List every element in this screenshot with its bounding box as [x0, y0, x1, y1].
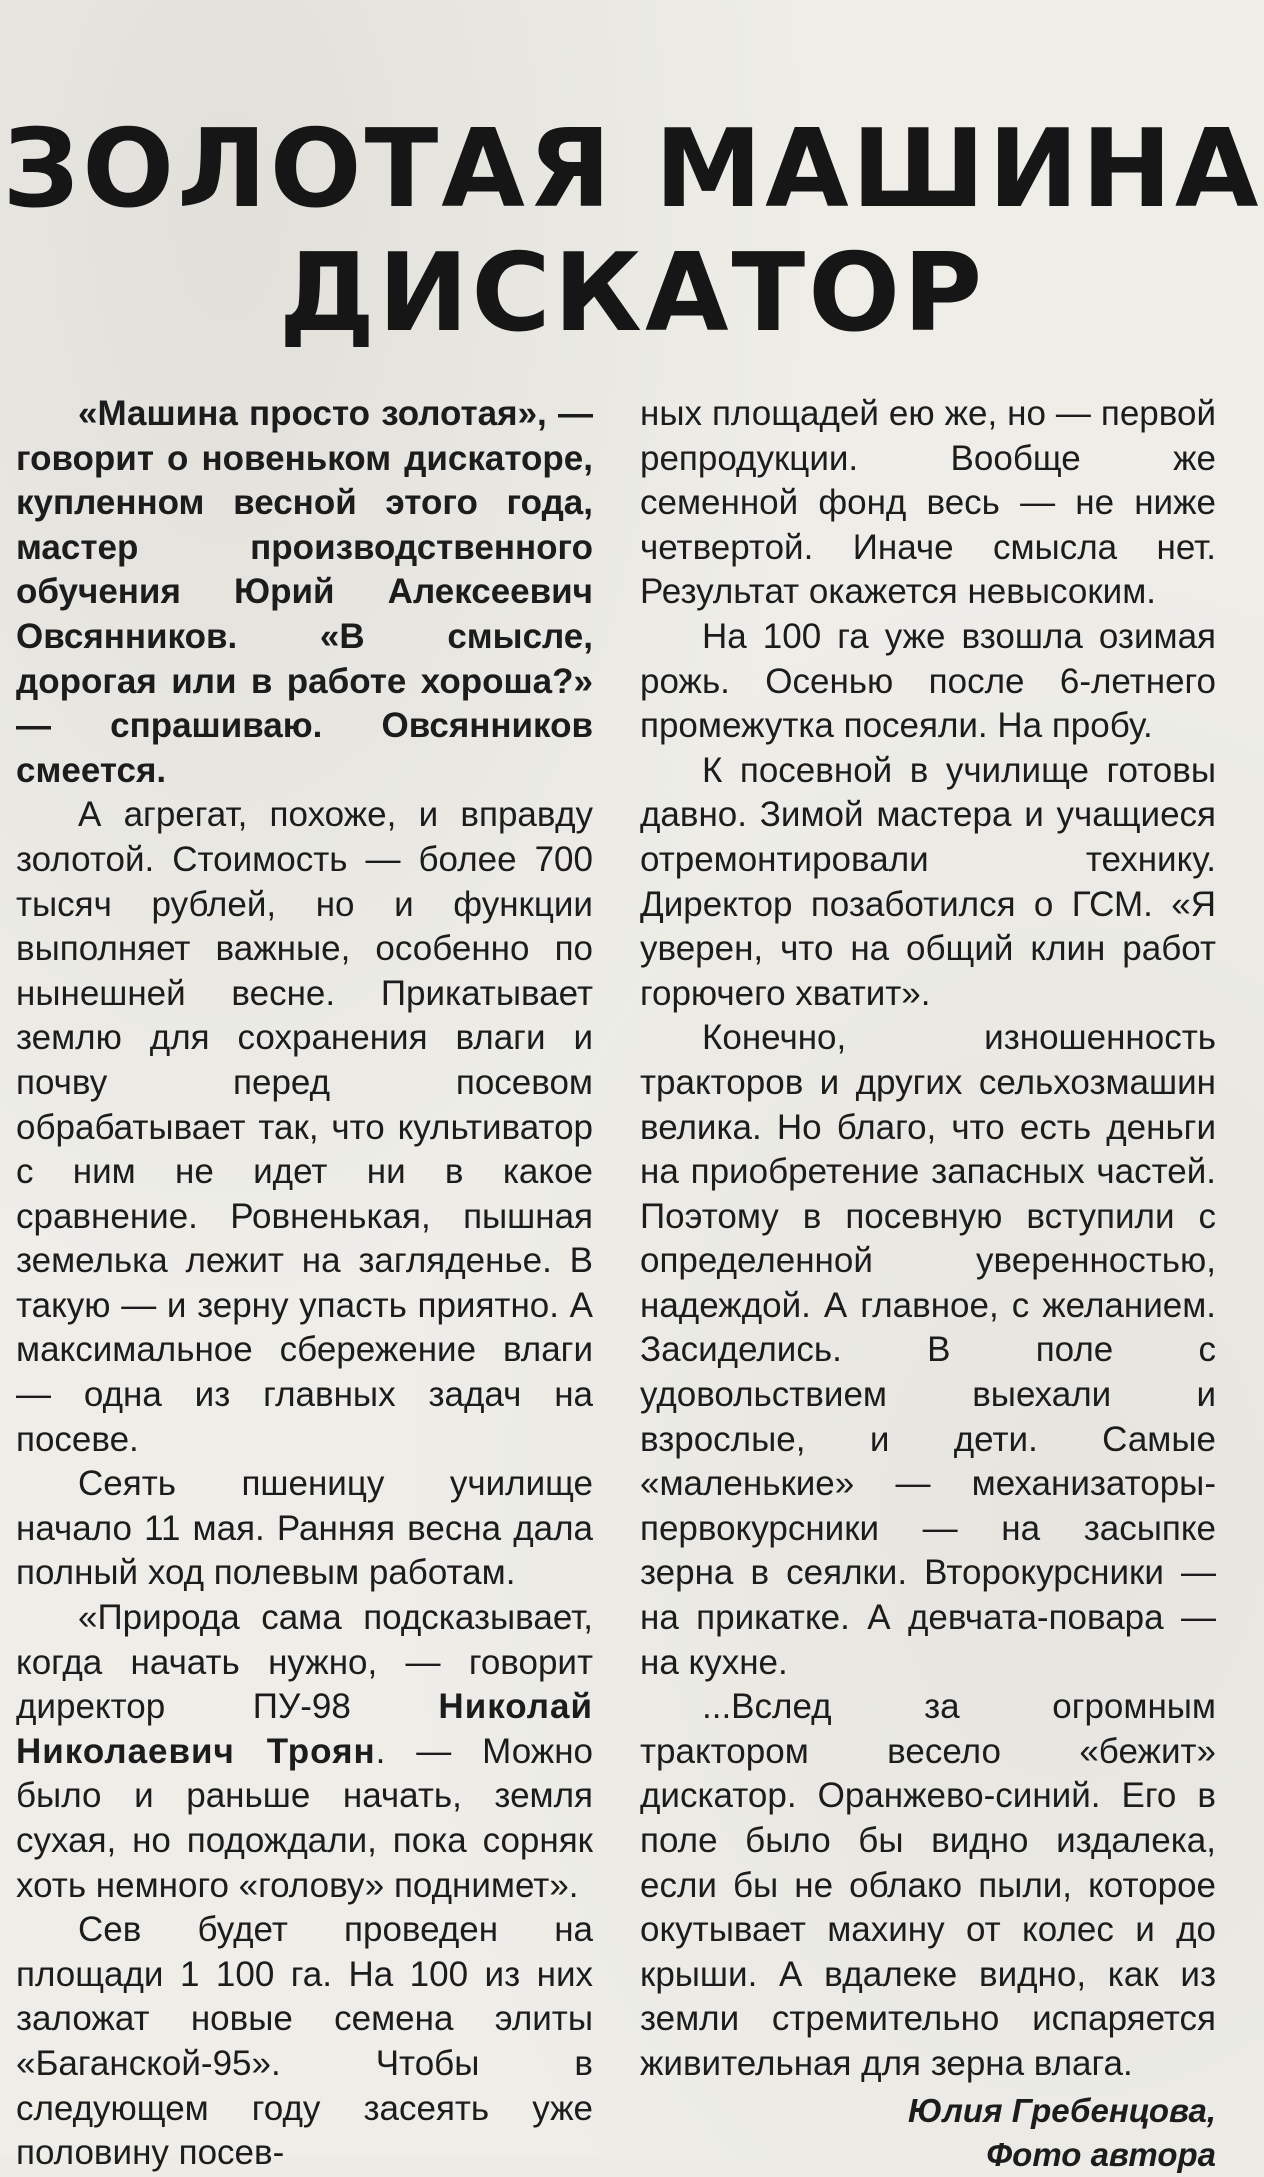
article-paragraph-1: А агрегат, похоже, и вправду золотой. Стоимость — более 700 тысяч рублей, но и функции выполняет важные, особенно по нынешней весне. Прикатывает землю для сохранения влаги и почву перед посевом обрабатывает так, что культиватор с ним не идет ни в какое сравнение. Ровненькая, пышная земелька лежит на загляденье. В такую — и зерну упасть приятно. А максимальное сбережение влаги — одна из главных задач на посеве.	[16, 795, 593, 1459]
article-paragraph-5: На 100 га уже взошла озимая рожь. Осенью после 6-летнего промежутка посеяли. На пробу.	[640, 616, 1216, 746]
headline-line-2: ДИСКАТОР	[278, 231, 986, 356]
quote-text-end: . — Можно было и раньше начать, земля сухая, но подождали, пока сорняк хоть немного «голову» поднимет».	[16, 1731, 593, 1905]
article-paragraph-7: Конечно, изношенность тракторов и других сельхозмашин велика. Но благо, что есть деньги на приобретение запасных частей. Поэтому в посевную вступили с определенной уверенностью, надеждой. А главное, с желанием. Засиделись. В поле с удовольствием выехали и взрослые, и дети. Самые «маленькие» — механизаторы-первокурсники — на засыпке зерна в сеялки. Второкурсники — на прикатке. А девчата-повара — на кухне.	[640, 1018, 1216, 1682]
byline-author: Юлия Гребенцова,	[908, 2091, 1216, 2129]
article-paragraph-6: К посевной в училище готовы давно. Зимой мастера и учащиеся отремонтировали технику. Директор позаботился о ГСМ. «Я уверен, что на общий клин работ горючего хватит».	[640, 750, 1216, 1013]
quote-text: «Природа сама подсказывает, когда начать нужно, — говорит директор ПУ-98	[16, 1598, 593, 1727]
article-paragraph-8: ...Вслед за огромным трактором весело «бежит» дискатор. Оранжево-синий. Его в поле было бы видно издалека, если бы не облако пыли, которое окутывает махину от колес и до крыши. А вдалеке видно, как из земли стремительно испаряется живительная для зерна влага.	[640, 1687, 1216, 2083]
article-column-right	[640, 392, 1216, 2177]
headline-line-1: ЗОЛОТАЯ МАШИНА	[2, 107, 1262, 232]
article-paragraph-2: Сеять пшеницу училище начало 11 мая. Ранняя весна дала полный ход полевым работам.	[16, 1464, 593, 1593]
article-paragraph-4: Сев будет проведен на площади 1 100 га. На 100 из них заложат новые семена элиты «Баганской-95». Чтобы в следующем году засеять уже половину посев-	[16, 1910, 593, 2173]
article-lead: «Машина просто золотая», — говорит о новеньком дискаторе, купленном весной этого года, мастер производственного обучения Юрий Алексеевич Овсянников. «В смысле, дорогая или в работе хороша?» — спрашиваю. Овсянников смеется.	[16, 394, 593, 790]
byline	[640, 2089, 1216, 2177]
headline	[0, 108, 1264, 356]
article-paragraph-4-continued: ных площадей ею же, но — первой репродукции. Вообще же семенной фонд весь — не ниже четвертой. Иначе смысла нет. Результат окажется невысоким.	[640, 394, 1216, 612]
article-paragraph-3	[16, 1596, 593, 1908]
article-column-left	[16, 392, 593, 2176]
director-name: Николай Николаевич Троян	[16, 1687, 593, 1771]
byline-photo-credit: Фото автора	[986, 2135, 1216, 2173]
